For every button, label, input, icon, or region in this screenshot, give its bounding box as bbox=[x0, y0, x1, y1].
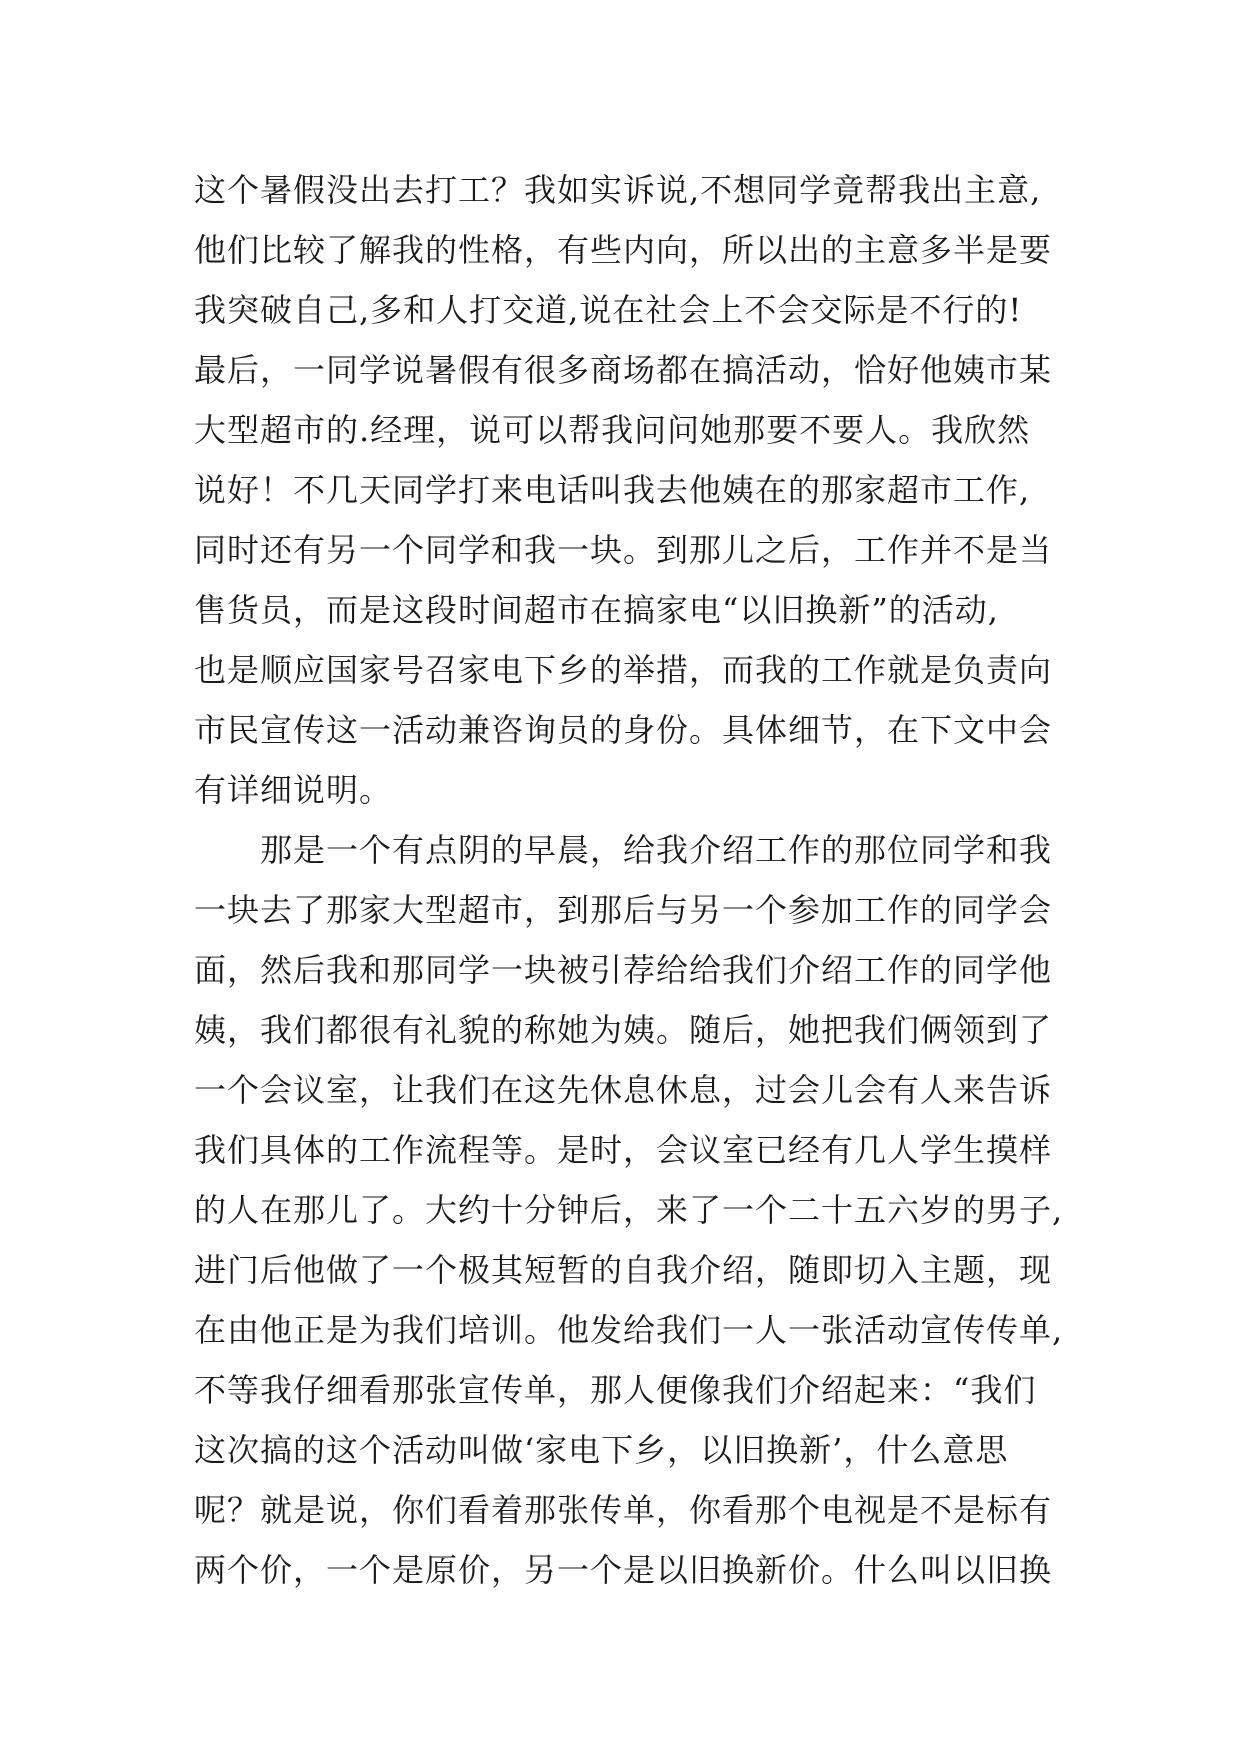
text-line: 我突破自己,多和人打交道,说在社会上不会交际是不行的! bbox=[194, 291, 1023, 329]
text-line: 这次搞的这个活动叫做‘家电下乡，以旧换新’，什么意思 bbox=[194, 1431, 1009, 1469]
text-line: 进门后他做了一个极其短暂的自我介绍，随即切入主题，现 bbox=[194, 1251, 1053, 1289]
text-line: 一块去了那家大型超市，到那后与另一个参加工作的同学会 bbox=[194, 891, 1053, 929]
text-line: 大型超市的.经理，说可以帮我问问她那要不要人。我欣然 bbox=[194, 411, 1031, 449]
text-line: 这个暑假没出去打工？我如实诉说,不想同学竟帮我出主意, bbox=[194, 171, 1042, 209]
text-line: 有详细说明。 bbox=[194, 771, 393, 809]
text-line: 最后，一同学说暑假有很多商场都在搞活动，恰好他姨市某 bbox=[194, 351, 1053, 389]
text-line: 说好！不几天同学打来电话叫我去他姨在的那家超市工作, bbox=[194, 471, 1031, 509]
text-line: 的人在那儿了。大约十分钟后，来了一个二十五六岁的男子, bbox=[194, 1191, 1064, 1229]
text-line: 同时还有另一个同学和我一块。到那儿之后，工作并不是当 bbox=[194, 531, 1053, 569]
text-line: 不等我仔细看那张宣传单，那人便像我们介绍起来：“我们 bbox=[194, 1371, 1037, 1409]
text-line: 那是一个有点阴的早晨，给我介绍工作的那位同学和我 bbox=[194, 831, 1053, 869]
text-line: 面，然后我和那同学一块被引荐给给我们介绍工作的同学他 bbox=[194, 951, 1053, 989]
text-line: 也是顺应国家号召家电下乡的举措，而我的工作就是负责向 bbox=[194, 651, 1053, 689]
text-line: 市民宣传这一活动兼咨询员的身份。具体细节，在下文中会 bbox=[194, 711, 1053, 749]
text-line: 呢？就是说，你们看着那张传单，你看那个电视是不是标有 bbox=[194, 1491, 1053, 1529]
text-line: 两个价，一个是原价，另一个是以旧换新价。什么叫以旧换 bbox=[194, 1551, 1053, 1589]
text-line: 在由他正是为我们培训。他发给我们一人一张活动宣传传单, bbox=[194, 1311, 1064, 1349]
body-text bbox=[194, 160, 1094, 1600]
text-line: 一个会议室，让我们在这先休息休息，过会儿会有人来告诉 bbox=[194, 1071, 1053, 1109]
text-line: 姨，我们都很有礼貌的称她为姨。随后，她把我们俩领到了 bbox=[194, 1011, 1053, 1049]
text-line: 售货员，而是这段时间超市在搞家电“以旧换新”的活动, bbox=[194, 591, 999, 629]
text-line: 我们具体的工作流程等。是时，会议室已经有几人学生摸样 bbox=[194, 1131, 1053, 1169]
text-line: 他们比较了解我的性格，有些内向，所以出的主意多半是要 bbox=[194, 231, 1053, 269]
